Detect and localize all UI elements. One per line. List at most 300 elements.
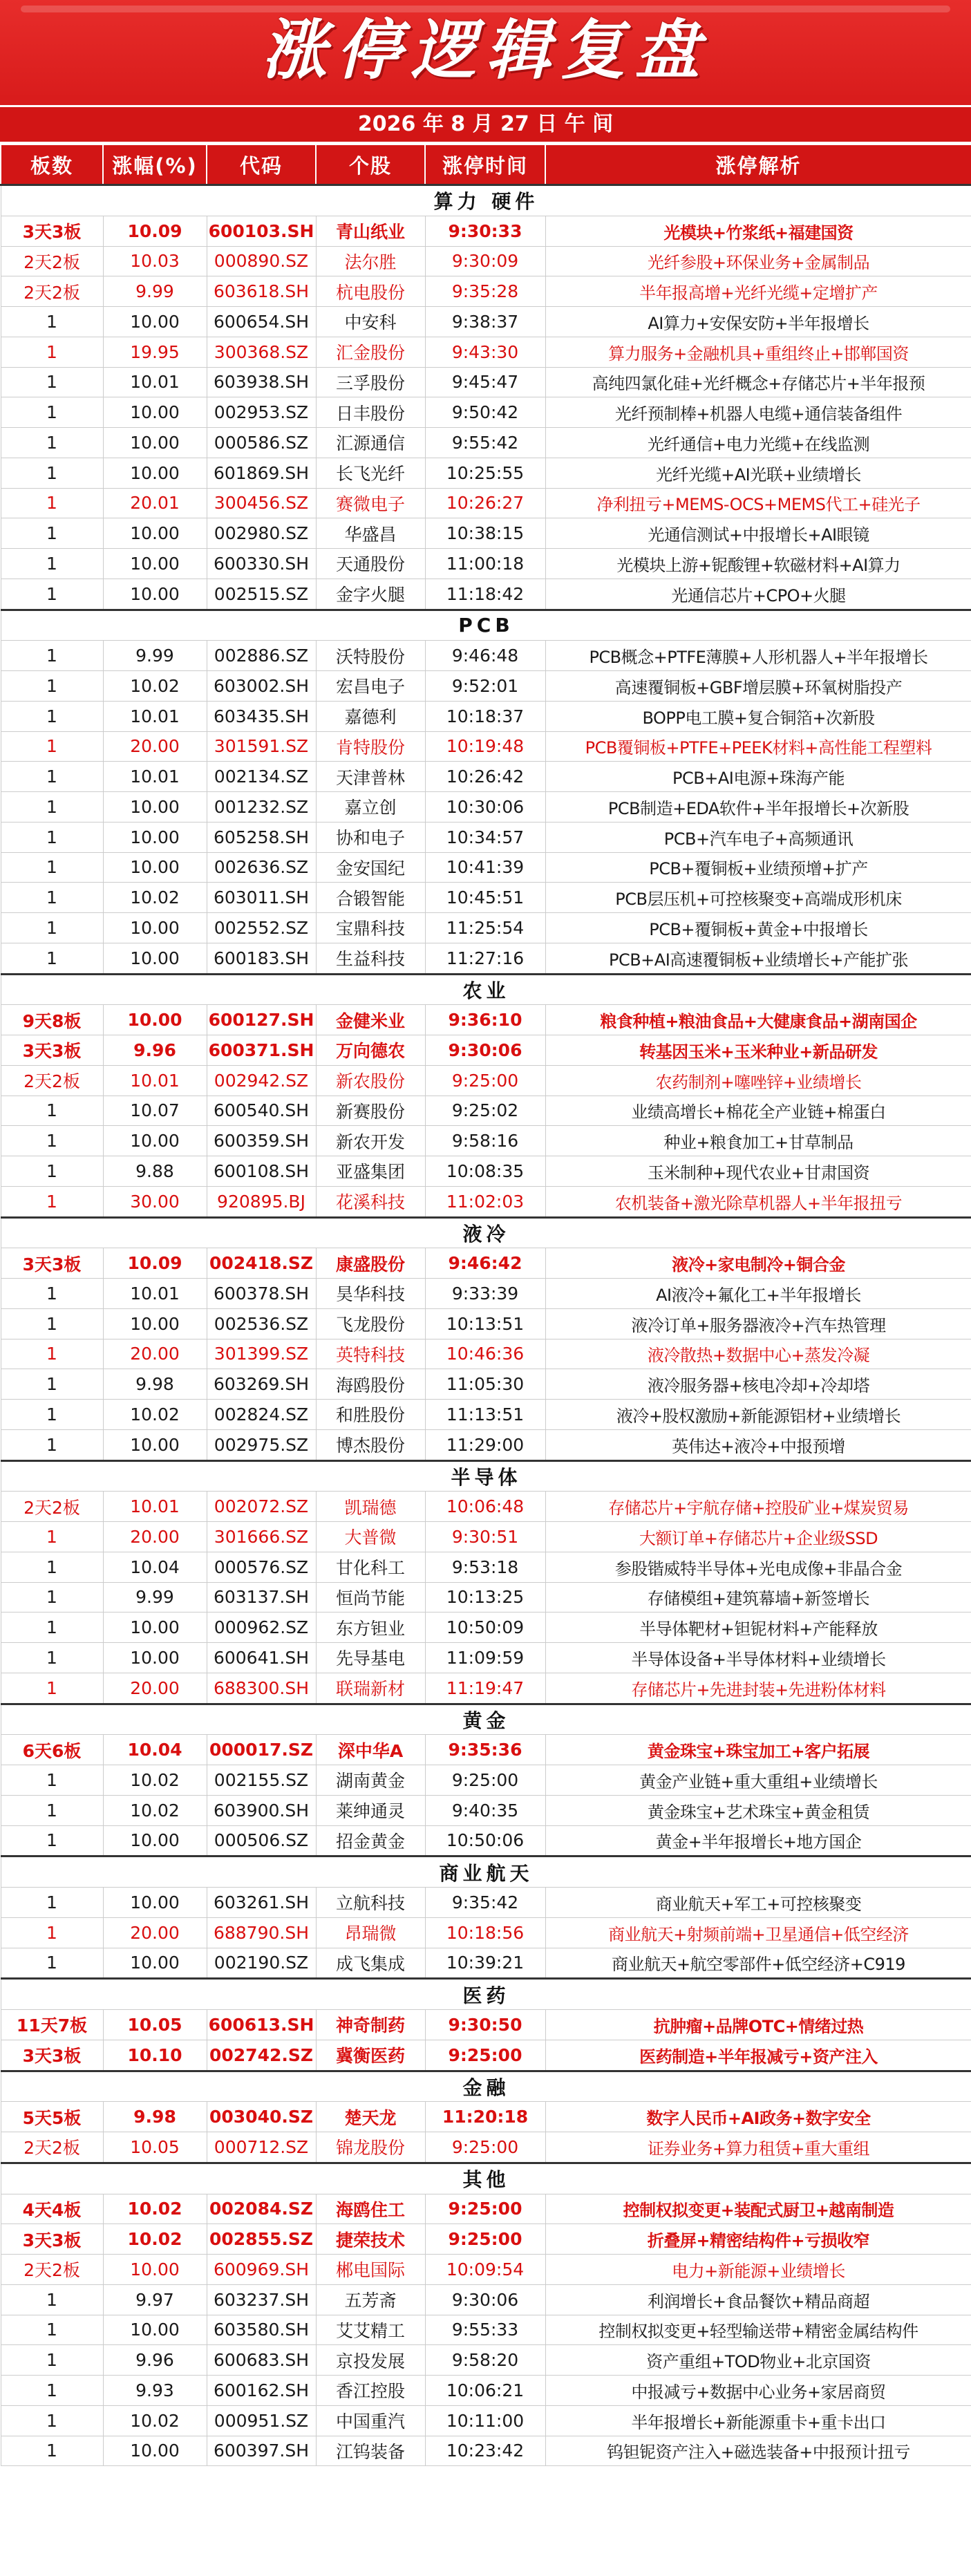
boards-cell: 1	[1, 1156, 103, 1187]
table-row[interactable]	[1, 1673, 971, 1704]
limit-time-cell: 10:34:57	[425, 822, 545, 852]
change-pct-cell: 10.02	[103, 1400, 207, 1430]
change-pct-cell: 10.00	[103, 913, 207, 943]
limit-time-cell: 9:43:30	[425, 337, 545, 367]
limit-time-cell: 9:25:00	[425, 1065, 545, 1096]
analysis-cell: 粮食种植+粮油食品+大健康食品+湖南国企	[545, 1005, 971, 1035]
change-pct-cell: 10.00	[103, 1126, 207, 1156]
change-pct-cell: 10.02	[103, 2194, 207, 2224]
limit-time-cell: 9:58:20	[425, 2345, 545, 2376]
boards-cell: 1	[1, 1369, 103, 1400]
header-limit-time: 涨停时间	[425, 144, 545, 185]
stock-name-cell: 宏昌电子	[316, 671, 425, 702]
table-row[interactable]	[1, 2255, 971, 2285]
code-cell: 600127.SH	[207, 1005, 316, 1035]
section-title: 医药	[1, 1979, 971, 2010]
analysis-cell: BOPP电工膜+复合铜箔+次新股	[545, 701, 971, 731]
analysis-cell: 液冷散热+数据中心+蒸发冷凝	[545, 1339, 971, 1369]
limit-time-cell: 11:18:42	[425, 579, 545, 610]
table-row[interactable]	[1, 1765, 971, 1796]
limit-up-table	[0, 144, 971, 2466]
analysis-cell: 农药制剂+噻唑锌+业绩增长	[545, 1065, 971, 1096]
boards-cell: 11天7板	[1, 2010, 103, 2040]
analysis-cell: 光纤光缆+AI光联+业绩增长	[545, 458, 971, 488]
change-pct-cell: 10.04	[103, 1735, 207, 1765]
table-row[interactable]	[1, 1917, 971, 1948]
table-row[interactable]	[1, 579, 971, 610]
section-title: PCB	[1, 610, 971, 641]
code-cell: 002855.SZ	[207, 2224, 316, 2255]
stock-name-cell: 金健米业	[316, 1005, 425, 1035]
limit-time-cell: 9:58:16	[425, 1126, 545, 1156]
change-pct-cell: 10.01	[103, 1065, 207, 1096]
limit-time-cell: 9:33:39	[425, 1279, 545, 1309]
limit-time-cell: 9:35:36	[425, 1735, 545, 1765]
limit-time-cell: 9:25:02	[425, 1096, 545, 1126]
boards-cell: 1	[1, 1888, 103, 1918]
stock-name-cell: 成飞集成	[316, 1948, 425, 1979]
boards-cell: 1	[1, 1673, 103, 1704]
change-pct-cell: 10.05	[103, 2132, 207, 2163]
table-row[interactable]	[1, 792, 971, 822]
stock-name-cell: 天津普林	[316, 762, 425, 792]
stock-name-cell: 汇源通信	[316, 428, 425, 458]
limit-time-cell: 9:25:00	[425, 2040, 545, 2071]
limit-time-cell: 10:18:56	[425, 1917, 545, 1948]
table-row[interactable]	[1, 822, 971, 852]
boards-cell: 1	[1, 1126, 103, 1156]
table-row[interactable]	[1, 1369, 971, 1400]
table-row[interactable]	[1, 2436, 971, 2466]
section-header-row	[1, 1856, 971, 1888]
analysis-cell: 光纤预制棒+机器人电缆+通信装备组件	[545, 397, 971, 428]
limit-time-cell: 11:13:51	[425, 1400, 545, 1430]
code-cell: 688790.SH	[207, 1917, 316, 1948]
change-pct-cell: 10.10	[103, 2040, 207, 2071]
analysis-cell: 液冷+股权激励+新能源铝材+业绩增长	[545, 1400, 971, 1430]
stock-name-cell: 中安科	[316, 307, 425, 337]
stock-name-cell: 京投发展	[316, 2345, 425, 2376]
code-cell: 000576.SZ	[207, 1552, 316, 1582]
section-header-row	[1, 1979, 971, 2010]
analysis-cell: 光纤通信+电力光缆+在线监测	[545, 428, 971, 458]
boards-cell: 1	[1, 307, 103, 337]
stock-name-cell: 新农股份	[316, 1065, 425, 1096]
table-row[interactable]	[1, 246, 971, 276]
stock-name-cell: 联瑞新材	[316, 1673, 425, 1704]
analysis-cell: AI液冷+氟化工+半年报增长	[545, 1279, 971, 1309]
code-cell: 603435.SH	[207, 701, 316, 731]
section-title: 商业航天	[1, 1856, 971, 1888]
change-pct-cell: 10.00	[103, 549, 207, 579]
table-row[interactable]	[1, 1492, 971, 1522]
section-title: 半导体	[1, 1460, 971, 1492]
analysis-cell: PCB+覆铜板+业绩预增+扩产	[545, 852, 971, 883]
analysis-cell: 折叠屏+精密结构件+亏损收窄	[545, 2224, 971, 2255]
table-row[interactable]	[1, 2345, 971, 2376]
boards-cell: 1	[1, 1400, 103, 1430]
boards-cell: 2天2板	[1, 246, 103, 276]
table-row[interactable]	[1, 458, 971, 488]
change-pct-cell: 10.00	[103, 518, 207, 549]
change-pct-cell: 10.01	[103, 367, 207, 397]
boards-cell: 1	[1, 641, 103, 671]
table-row[interactable]	[1, 2102, 971, 2132]
change-pct-cell: 10.02	[103, 2405, 207, 2436]
change-pct-cell: 10.04	[103, 1552, 207, 1582]
change-pct-cell: 20.00	[103, 731, 207, 762]
limit-time-cell: 11:09:59	[425, 1643, 545, 1673]
boards-cell: 1	[1, 1339, 103, 1369]
analysis-cell: 液冷服务器+核电冷却+冷却塔	[545, 1369, 971, 1400]
code-cell: 002636.SZ	[207, 852, 316, 883]
stock-name-cell: 莱绅通灵	[316, 1795, 425, 1825]
code-cell: 000712.SZ	[207, 2132, 316, 2163]
table-row[interactable]	[1, 701, 971, 731]
limit-time-cell: 9:30:51	[425, 1522, 545, 1552]
change-pct-cell: 10.00	[103, 1005, 207, 1035]
boards-cell: 2天2板	[1, 1492, 103, 1522]
boards-cell: 1	[1, 943, 103, 974]
stock-name-cell: 招金黄金	[316, 1825, 425, 1856]
table-row[interactable]	[1, 1065, 971, 1096]
limit-time-cell: 11:00:18	[425, 549, 545, 579]
analysis-cell: 数字人民币+AI政务+数字安全	[545, 2102, 971, 2132]
table-row[interactable]	[1, 852, 971, 883]
limit-time-cell: 9:36:10	[425, 1005, 545, 1035]
stock-name-cell: 康盛股份	[316, 1248, 425, 1279]
limit-time-cell: 10:45:51	[425, 883, 545, 913]
boards-cell: 1	[1, 762, 103, 792]
change-pct-cell: 9.98	[103, 1369, 207, 1400]
analysis-cell: 黄金珠宝+艺术珠宝+黄金租赁	[545, 1795, 971, 1825]
analysis-cell: 商业航天+航空零部件+低空经济+C919	[545, 1948, 971, 1979]
limit-time-cell: 10:30:06	[425, 792, 545, 822]
stock-name-cell: 凯瑞德	[316, 1492, 425, 1522]
code-cell: 300456.SZ	[207, 488, 316, 518]
section-header-row	[1, 2163, 971, 2194]
boards-cell: 1	[1, 1279, 103, 1309]
limit-time-cell: 11:29:00	[425, 1429, 545, 1460]
change-pct-cell: 10.02	[103, 1765, 207, 1796]
code-cell: 600103.SH	[207, 216, 316, 246]
section-header-row	[1, 1217, 971, 1248]
table-row[interactable]	[1, 397, 971, 428]
stock-name-cell: 三孚股份	[316, 367, 425, 397]
boards-cell: 2天2板	[1, 2255, 103, 2285]
analysis-cell: 液冷订单+服务器液冷+汽车热管理	[545, 1308, 971, 1339]
code-cell: 002190.SZ	[207, 1948, 316, 1979]
stock-name-cell: 湖南黄金	[316, 1765, 425, 1796]
change-pct-cell: 10.01	[103, 762, 207, 792]
table-row[interactable]	[1, 1279, 971, 1309]
table-row[interactable]	[1, 2224, 971, 2255]
boards-cell: 1	[1, 731, 103, 762]
table-row[interactable]	[1, 1948, 971, 1979]
boards-cell: 2天2板	[1, 2132, 103, 2163]
code-cell: 001232.SZ	[207, 792, 316, 822]
table-row[interactable]	[1, 2405, 971, 2436]
analysis-cell: 黄金+半年报增长+地方国企	[545, 1825, 971, 1856]
boards-cell: 1	[1, 671, 103, 702]
stock-name-cell: 大普微	[316, 1522, 425, 1552]
table-row[interactable]	[1, 1400, 971, 1430]
limit-time-cell: 10:26:27	[425, 488, 545, 518]
stock-name-cell: 金安国纪	[316, 852, 425, 883]
boards-cell: 2天2板	[1, 276, 103, 307]
analysis-cell: 控制权拟变更+装配式厨卫+越南制造	[545, 2194, 971, 2224]
stock-name-cell: 海鸥股份	[316, 1369, 425, 1400]
change-pct-cell: 10.00	[103, 1948, 207, 1979]
change-pct-cell: 9.99	[103, 641, 207, 671]
stock-name-cell: 海鸥住工	[316, 2194, 425, 2224]
change-pct-cell: 10.00	[103, 397, 207, 428]
table-row[interactable]	[1, 2132, 971, 2163]
stock-name-cell: 飞龙股份	[316, 1308, 425, 1339]
stock-name-cell: 恒尚节能	[316, 1582, 425, 1613]
table-row[interactable]	[1, 1096, 971, 1126]
table-row[interactable]	[1, 2315, 971, 2345]
analysis-cell: 黄金产业链+重大重组+业绩增长	[545, 1765, 971, 1796]
code-cell: 000951.SZ	[207, 2405, 316, 2436]
table-row[interactable]	[1, 216, 971, 246]
change-pct-cell: 10.00	[103, 1888, 207, 1918]
code-cell: 600397.SH	[207, 2436, 316, 2466]
code-cell: 603938.SH	[207, 367, 316, 397]
stock-name-cell: 博杰股份	[316, 1429, 425, 1460]
boards-cell: 3天3板	[1, 2040, 103, 2071]
boards-cell: 3天3板	[1, 2224, 103, 2255]
table-row[interactable]	[1, 913, 971, 943]
limit-time-cell: 10:50:09	[425, 1613, 545, 1643]
limit-time-cell: 9:35:42	[425, 1888, 545, 1918]
analysis-cell: 大额订单+存储芯片+企业级SSD	[545, 1522, 971, 1552]
change-pct-cell: 10.09	[103, 216, 207, 246]
analysis-cell: 光模块上游+铌酸锂+软磁材料+AI算力	[545, 549, 971, 579]
limit-time-cell: 10:09:54	[425, 2255, 545, 2285]
code-cell: 600683.SH	[207, 2345, 316, 2376]
change-pct-cell: 10.02	[103, 2224, 207, 2255]
table-row[interactable]	[1, 367, 971, 397]
limit-time-cell: 9:55:42	[425, 428, 545, 458]
analysis-cell: 存储芯片+先进封装+先进粉体材料	[545, 1673, 971, 1704]
stock-name-cell: 日丰股份	[316, 397, 425, 428]
boards-cell: 1	[1, 913, 103, 943]
boards-cell: 1	[1, 1948, 103, 1979]
stock-name-cell: 立航科技	[316, 1888, 425, 1918]
analysis-cell: PCB+AI电源+珠海产能	[545, 762, 971, 792]
limit-time-cell: 9:45:47	[425, 367, 545, 397]
limit-time-cell: 9:25:00	[425, 2132, 545, 2163]
change-pct-cell: 9.88	[103, 1156, 207, 1187]
table-row[interactable]	[1, 1035, 971, 1066]
analysis-cell: 钨钽铌资产注入+磁选装备+中报预计扭亏	[545, 2436, 971, 2466]
table-row[interactable]	[1, 1888, 971, 1918]
analysis-cell: AI算力+安保安防+半年报增长	[545, 307, 971, 337]
analysis-cell: 存储模组+建筑幕墙+新签增长	[545, 1582, 971, 1613]
limit-time-cell: 9:30:06	[425, 1035, 545, 1066]
limit-time-cell: 9:53:18	[425, 1552, 545, 1582]
analysis-cell: 光通信测试+中报增长+AI眼镜	[545, 518, 971, 549]
stock-name-cell: 协和电子	[316, 822, 425, 852]
boards-cell: 1	[1, 1429, 103, 1460]
limit-time-cell: 10:18:37	[425, 701, 545, 731]
table-row[interactable]	[1, 1795, 971, 1825]
limit-time-cell: 11:27:16	[425, 943, 545, 974]
boards-cell: 1	[1, 1825, 103, 1856]
table-row[interactable]	[1, 671, 971, 702]
table-row[interactable]	[1, 943, 971, 974]
limit-time-cell: 11:19:47	[425, 1673, 545, 1704]
code-cell: 600654.SH	[207, 307, 316, 337]
change-pct-cell: 20.01	[103, 488, 207, 518]
stock-name-cell: 汇金股份	[316, 337, 425, 367]
table-row[interactable]	[1, 2284, 971, 2315]
table-row[interactable]	[1, 1552, 971, 1582]
boards-cell: 1	[1, 549, 103, 579]
table-row[interactable]	[1, 762, 971, 792]
change-pct-cell: 10.00	[103, 1825, 207, 1856]
limit-time-cell: 10:06:21	[425, 2376, 545, 2406]
table-row[interactable]	[1, 1248, 971, 1279]
table-row[interactable]	[1, 307, 971, 337]
table-row[interactable]	[1, 2010, 971, 2040]
limit-time-cell: 10:19:48	[425, 731, 545, 762]
code-cell: 603269.SH	[207, 1369, 316, 1400]
table-row[interactable]	[1, 1582, 971, 1613]
table-row[interactable]	[1, 1339, 971, 1369]
analysis-cell: 高纯四氯化硅+光纤概念+存储芯片+半年报预	[545, 367, 971, 397]
stock-name-cell: 捷荣技术	[316, 2224, 425, 2255]
section-title: 农业	[1, 974, 971, 1005]
table-row[interactable]	[1, 1126, 971, 1156]
table-row[interactable]	[1, 1522, 971, 1552]
boards-cell: 1	[1, 1765, 103, 1796]
code-cell: 603011.SH	[207, 883, 316, 913]
stock-name-cell: 香江控股	[316, 2376, 425, 2406]
table-row[interactable]	[1, 1186, 971, 1217]
table-row[interactable]	[1, 2194, 971, 2224]
change-pct-cell: 20.00	[103, 1522, 207, 1552]
analysis-cell: 光纤参股+环保业务+金属制品	[545, 246, 971, 276]
table-row[interactable]	[1, 518, 971, 549]
limit-time-cell: 10:11:00	[425, 2405, 545, 2436]
limit-time-cell: 10:26:42	[425, 762, 545, 792]
boards-cell: 1	[1, 2284, 103, 2315]
analysis-cell: 黄金珠宝+珠宝加工+客户拓展	[545, 1735, 971, 1765]
analysis-cell: 半年报高增+光纤光缆+定增扩产	[545, 276, 971, 307]
stock-name-cell: 花溪科技	[316, 1186, 425, 1217]
stock-name-cell: 华盛昌	[316, 518, 425, 549]
stock-name-cell: 肯特股份	[316, 731, 425, 762]
table-row[interactable]	[1, 549, 971, 579]
analysis-cell: 医药制造+半年报减亏+资产注入	[545, 2040, 971, 2071]
change-pct-cell: 10.00	[103, 822, 207, 852]
code-cell: 000962.SZ	[207, 1613, 316, 1643]
limit-time-cell: 9:30:33	[425, 216, 545, 246]
table-row[interactable]	[1, 641, 971, 671]
header-boards: 板数	[1, 144, 103, 185]
analysis-cell: 光模块+竹浆纸+福建国资	[545, 216, 971, 246]
change-pct-cell: 20.00	[103, 1917, 207, 1948]
code-cell: 603900.SH	[207, 1795, 316, 1825]
limit-time-cell: 10:06:48	[425, 1492, 545, 1522]
analysis-cell: PCB覆铜板+PTFE+PEEK材料+高性能工程塑料	[545, 731, 971, 762]
table-row[interactable]	[1, 2040, 971, 2071]
stock-name-cell: 甘化科工	[316, 1552, 425, 1582]
stock-name-cell: 金字火腿	[316, 579, 425, 610]
boards-cell: 1	[1, 1522, 103, 1552]
table-row[interactable]	[1, 1429, 971, 1460]
stock-name-cell: 艾艾精工	[316, 2315, 425, 2345]
table-row[interactable]	[1, 1156, 971, 1187]
boards-cell: 1	[1, 579, 103, 610]
stock-name-cell: 先导基电	[316, 1643, 425, 1673]
code-cell: 000890.SZ	[207, 246, 316, 276]
change-pct-cell: 10.00	[103, 1643, 207, 1673]
table-row[interactable]	[1, 1735, 971, 1765]
table-row[interactable]	[1, 2376, 971, 2406]
table-row[interactable]	[1, 428, 971, 458]
boards-cell: 1	[1, 428, 103, 458]
code-cell: 600359.SH	[207, 1126, 316, 1156]
analysis-cell: 液冷+家电制冷+铜合金	[545, 1248, 971, 1279]
stock-name-cell: 生益科技	[316, 943, 425, 974]
change-pct-cell: 10.00	[103, 1308, 207, 1339]
code-cell: 603618.SH	[207, 276, 316, 307]
limit-time-cell: 9:55:33	[425, 2315, 545, 2345]
change-pct-cell: 10.00	[103, 792, 207, 822]
section-header-row	[1, 1460, 971, 1492]
analysis-cell: PCB+AI高速覆铜板+业绩增长+产能扩张	[545, 943, 971, 974]
change-pct-cell: 20.00	[103, 1673, 207, 1704]
boards-cell: 1	[1, 2315, 103, 2345]
boards-cell: 1	[1, 1308, 103, 1339]
analysis-cell: 商业航天+射频前端+卫星通信+低空经济	[545, 1917, 971, 1948]
analysis-cell: 半年报增长+新能源重卡+重卡出口	[545, 2405, 971, 2436]
table-row[interactable]	[1, 276, 971, 307]
change-pct-cell: 10.03	[103, 246, 207, 276]
table-row[interactable]	[1, 1613, 971, 1643]
code-cell: 600183.SH	[207, 943, 316, 974]
boards-cell: 1	[1, 337, 103, 367]
table-row[interactable]	[1, 1643, 971, 1673]
date-line: 2026 年 8 月 27 日 午 间	[0, 105, 971, 144]
stock-name-cell: 昂瑞微	[316, 1917, 425, 1948]
table-row[interactable]	[1, 1308, 971, 1339]
stock-name-cell: 新赛股份	[316, 1096, 425, 1126]
analysis-cell: 抗肿瘤+品牌OTC+情绪过热	[545, 2010, 971, 2040]
section-header-row	[1, 2071, 971, 2102]
change-pct-cell: 9.93	[103, 2376, 207, 2406]
table-row[interactable]	[1, 883, 971, 913]
table-row[interactable]	[1, 337, 971, 367]
header-stock: 个股	[316, 144, 425, 185]
stock-name-cell: 法尔胜	[316, 246, 425, 276]
limit-time-cell: 10:41:39	[425, 852, 545, 883]
limit-time-cell: 9:50:42	[425, 397, 545, 428]
limit-time-cell: 9:25:00	[425, 2224, 545, 2255]
table-row[interactable]	[1, 731, 971, 762]
table-row[interactable]	[1, 1825, 971, 1856]
limit-time-cell: 9:40:35	[425, 1795, 545, 1825]
stock-name-cell: 杭电股份	[316, 276, 425, 307]
change-pct-cell: 10.07	[103, 1096, 207, 1126]
table-row[interactable]	[1, 1005, 971, 1035]
table-row[interactable]	[1, 488, 971, 518]
analysis-cell: 参股锴威特半导体+光电成像+非晶合金	[545, 1552, 971, 1582]
title-banner	[0, 0, 971, 105]
